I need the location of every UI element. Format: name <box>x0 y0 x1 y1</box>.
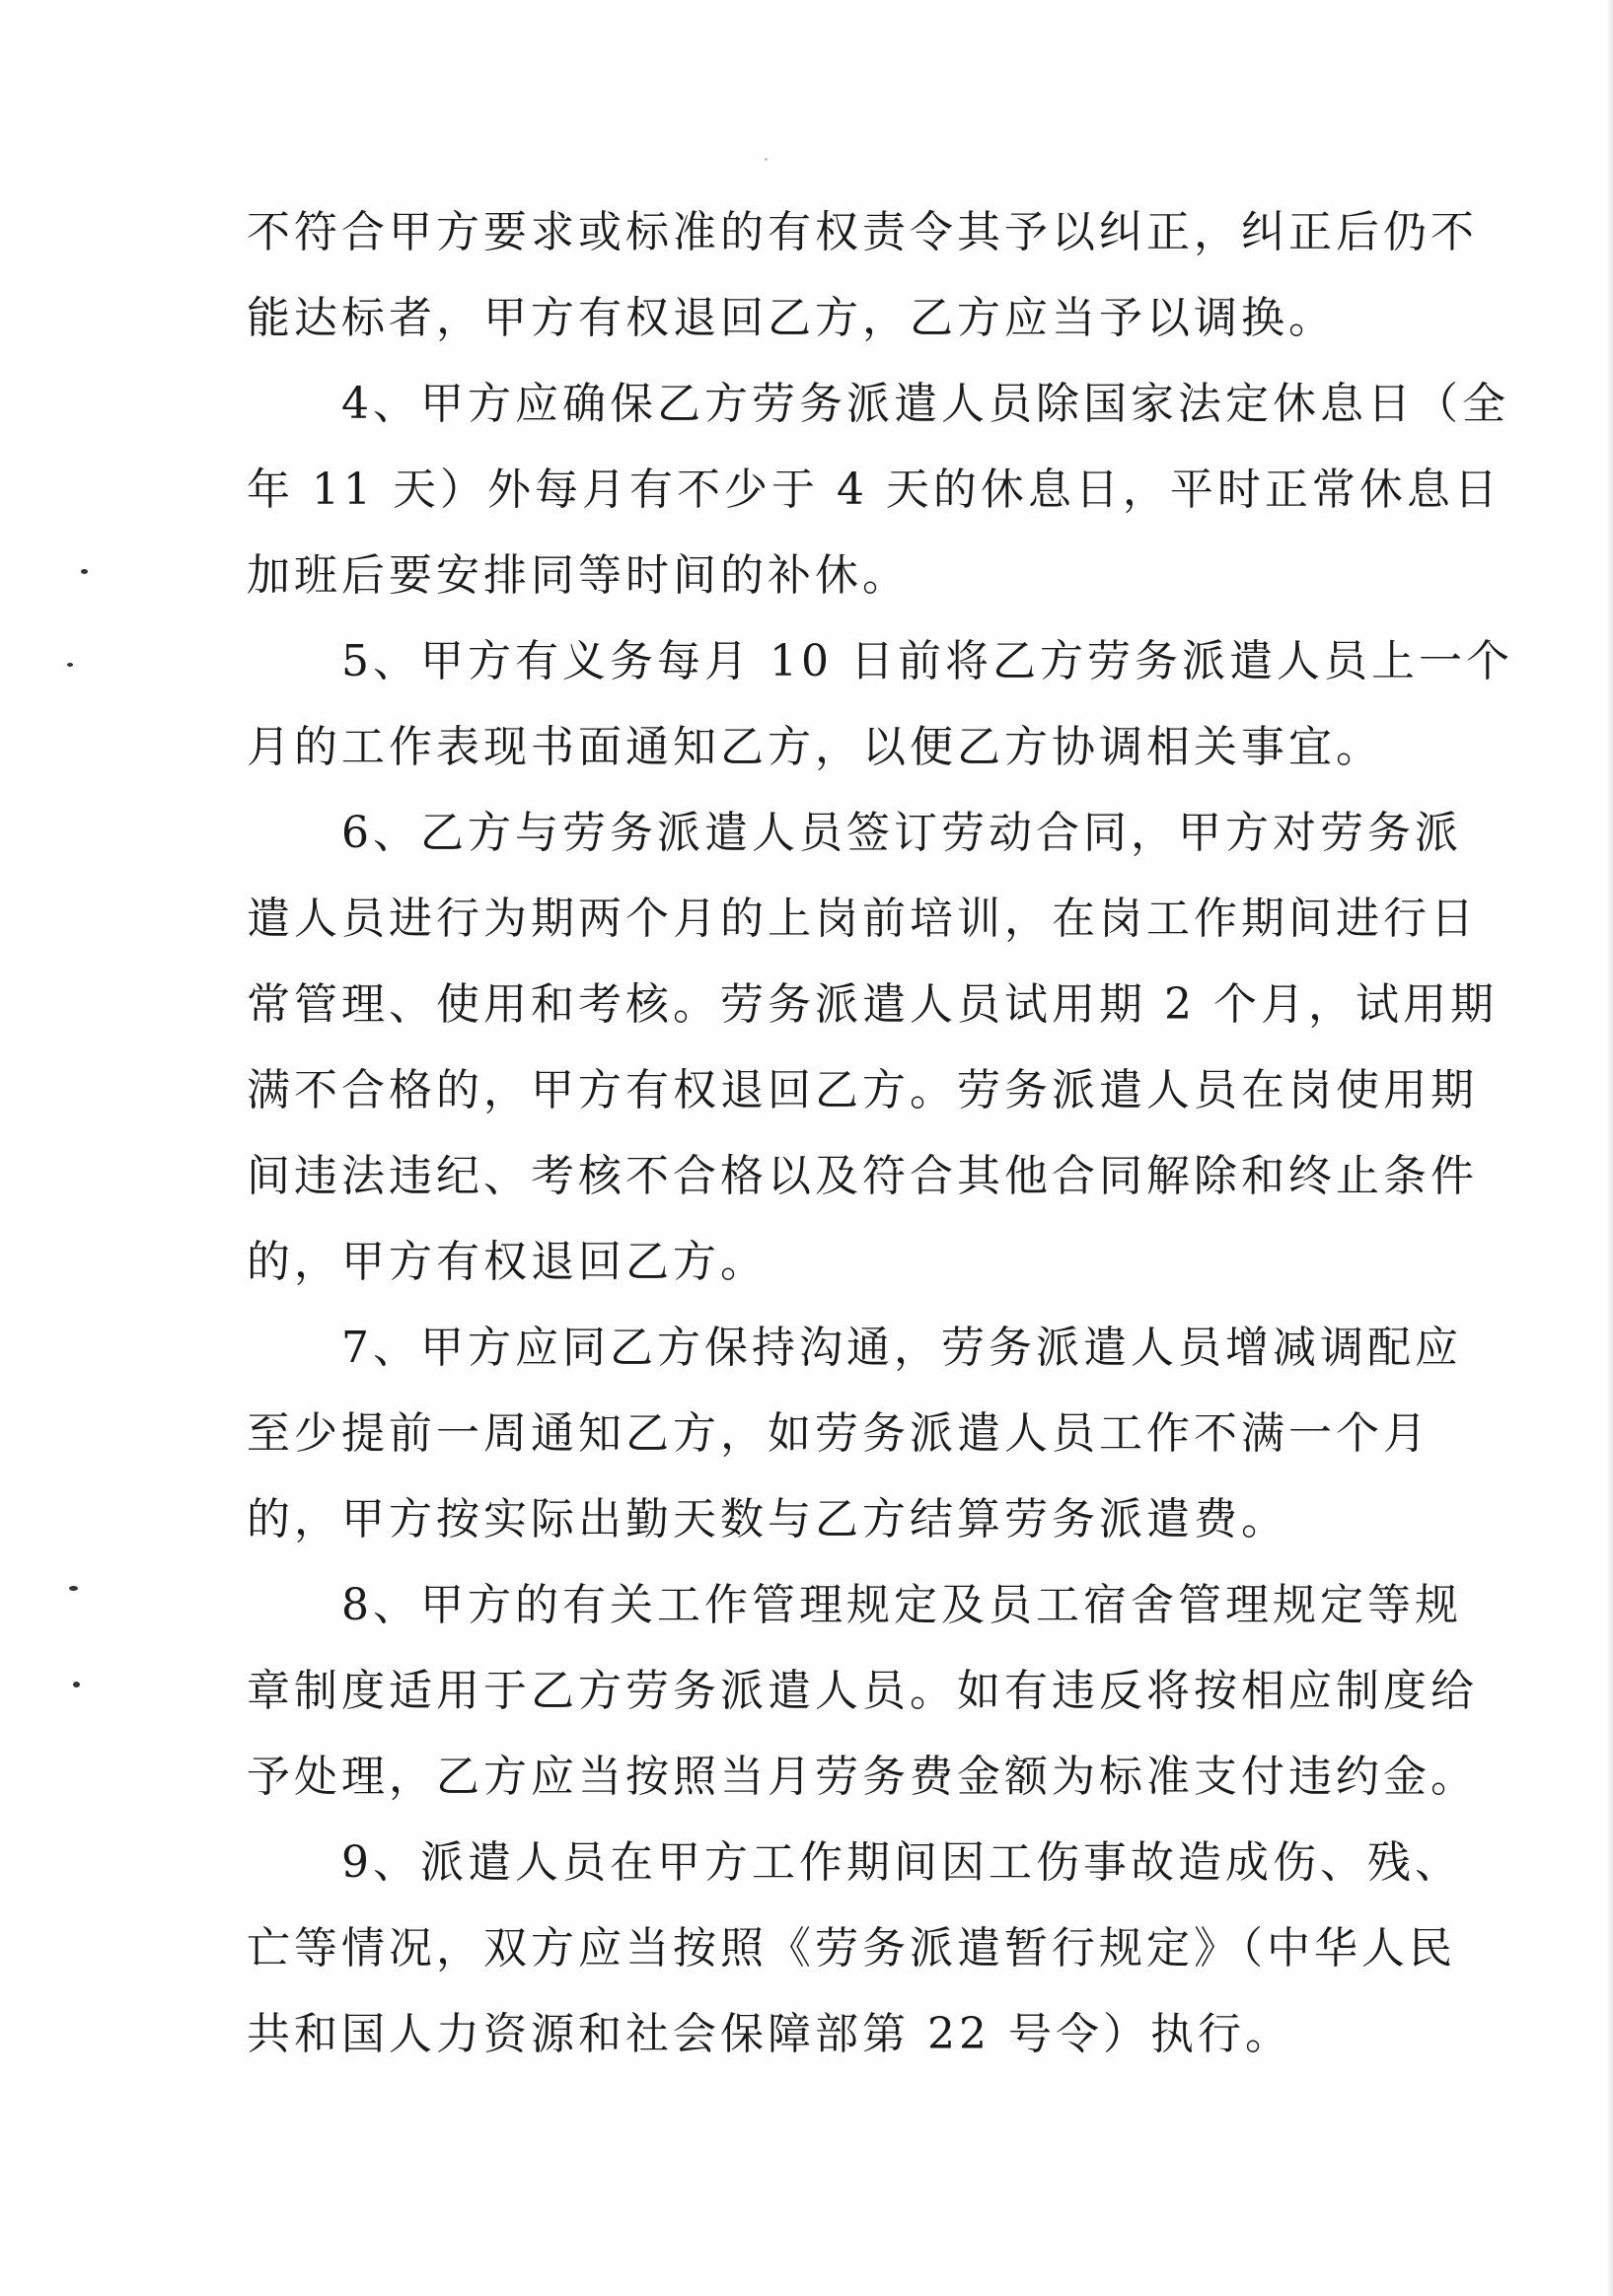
text-line: 月的工作表现书面通知乙方，以便乙方协调相关事宜。 <box>247 722 1383 772</box>
text-line: 满不合格的，甲方有权退回乙方。劳务派遣人员在岗使用期 <box>247 1065 1478 1115</box>
text-line: 不符合甲方要求或标准的有权责令其予以纠正，纠正后仍不 <box>247 207 1478 257</box>
text-line: 至少提前一周通知乙方，如劳务派遣人员工作不满一个月 <box>247 1408 1430 1459</box>
clause-5-line: 5、甲方有义务每月 10 日前将乙方劳务派遣人员上一个 <box>247 636 1513 686</box>
text-line: 予处理，乙方应当按照当月劳务费金额为标准支付违约金。 <box>247 1752 1478 1802</box>
clause-8-line: 8、甲方的有关工作管理规定及员工宿舍管理规定等规 <box>247 1580 1462 1630</box>
scan-edge-shadow <box>1607 0 1613 2296</box>
text-line: 共和国人力资源和社会保障部第 22 号令）执行。 <box>247 2009 1292 2059</box>
contract-text-body <box>247 189 1513 2077</box>
text-line: 的，甲方按实际出勤天数与乙方结算劳务派遣费。 <box>247 1494 1288 1544</box>
text-line: 章制度适用于乙方劳务派遣人员。如有违反将按相应制度给 <box>247 1666 1478 1716</box>
scan-speck <box>69 1586 78 1591</box>
text-line: 加班后要安排同等时间的补休。 <box>247 550 910 601</box>
text-line: 常管理、使用和考核。劳务派遣人员试用期 2 个月，试用期 <box>247 979 1498 1030</box>
clause-7-line: 7、甲方应同乙方保持沟通，劳务派遣人员增减调配应 <box>247 1323 1462 1373</box>
scan-speck <box>765 158 768 161</box>
text-line: 遣人员进行为期两个月的上岗前培训，在岗工作期间进行日 <box>247 894 1478 944</box>
text-line: 年 11 天）外每月有不少于 4 天的休息日，平时正常休息日 <box>247 465 1502 515</box>
scan-speck <box>81 569 88 574</box>
text-line: 能达标者，甲方有权退回乙方，乙方应当予以调换。 <box>247 293 1336 343</box>
text-line: 的，甲方有权退回乙方。 <box>247 1237 768 1287</box>
text-line: 间违法违纪、考核不合格以及符合其他合同解除和终止条件 <box>247 1151 1478 1201</box>
text-line: 亡等情况，双方应当按照《劳务派遣暂行规定》（中华人民 <box>247 1923 1456 1973</box>
clause-6-line: 6、乙方与劳务派遣人员签订劳动合同，甲方对劳务派 <box>247 808 1462 858</box>
scan-speck <box>73 1682 80 1687</box>
clause-4-line: 4、甲方应确保乙方劳务派遣人员除国家法定休息日（全 <box>247 379 1509 429</box>
scan-speck <box>67 663 73 667</box>
clause-9-line: 9、派遣人员在甲方工作期间因工伤事故造成伤、残、 <box>247 1837 1462 1888</box>
